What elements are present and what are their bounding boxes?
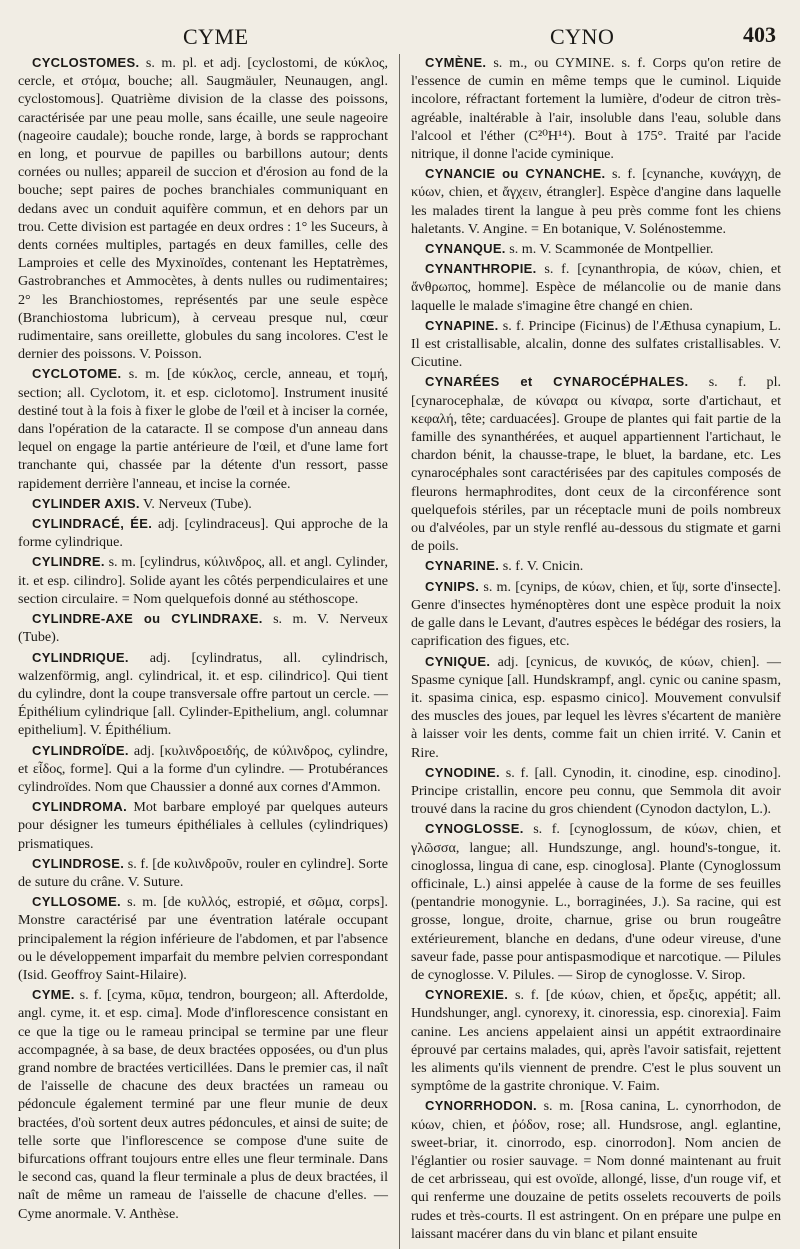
entry-headword: CYNIQUE. xyxy=(425,653,491,669)
entry-definition: s. f. [cynoglossum, de κύων, chien, et γλῶσσα, langue; all. Hundszunge, angl. hound's-tongue, it. cinoglossa, lingua di cane, esp. cinoglosa]. Plante (Cynoglossum officinale, L.) ainsi appelée à cause de la forme de ses feuilles (pentandrie monogynie. L., borraginées, J.). Sa racine, qui est grosse, longue, droite, charnue, grise ou brun rougeâtre extérieurement, blanche en dedans, d'une odeur vireuse, d'une saveur fade, passe pour antispasmodique et narcotique. — Pilules de cynoglosse. V. Pilules. — Sirop de cynoglosse. V. Sirop. xyxy=(411,821,781,983)
entry-headword: CYNODINE. xyxy=(425,764,500,780)
entry-headword: CYLINDRE. xyxy=(32,554,105,570)
entry-definition: s. m. pl. et adj. [cyclostomi, de κύκλος, cercle, et στόμα, bouche; all. Saugmäuler, Neunaugen, angl. cyclostomous]. Quatrième division de la classe des poissons, caractérisée par une peau molle, sans écaille, une seule nageoire (nageoire caudale); bouche ronde, large, à bords se rapprochant en long, et pourvue de papilles ou barbillons autour; dents cornées ou nulles; appareil de succion et d'érosion au fond de la bouche; sept paires de poches branchiales communiquant en dedans avec un conduit aquifère commun, et en dehors par un trou. Cette division est partagée en deux ordres : 1° les Suceurs, à dents cornées multiples, partagés en deux familles, celle des Lamproies et celle des Myxinoïdes, contenant les Heptatrèmes, Gastrobranches et Ammocètes, à dents nulles ou rudimentaires; 2° les Branchiostomes, représentés par une seule espèce (Branchiostoma lubricum), à cerveau presque nul, cœur rudimentaire, sans oreillette, globules du sang incolores. C'est le dernier des poissons. V. Poisson. xyxy=(18,55,388,363)
entry-headword: CYME. xyxy=(32,987,75,1003)
dictionary-entry xyxy=(411,764,781,819)
entry-headword: CYNANQUE. xyxy=(425,241,506,257)
column-divider xyxy=(399,54,400,1249)
left-column xyxy=(18,54,388,1245)
header-left-word: CYME xyxy=(183,24,249,49)
dictionary-entry xyxy=(18,798,388,853)
entry-definition: s. f. pl. [cynarocephalæ, de κύναρα ou κίναρα, sorte d'artichaut, et κεφαλή, tête; carduacées]. Groupe de plantes qui fait partie de la famille des synanthérées, et auquel appartiennent l'artichaut, le chardon bénit, la chausse-trape, le bluet, la bardane, etc. Les cynarocéphales sont caractérisées par des capitules composés de fleurons hermaphrodites, dont ceux de la circonférence sont quelquefois stériles, par un réceptacle muni de poils nombreux ou d'alvéoles, par un style renflé au-dessous du stigmate et garni de poils. xyxy=(411,374,782,555)
two-column-body xyxy=(18,54,784,1245)
dictionary-entry xyxy=(411,54,781,163)
entry-definition: s. m. [de κυλλός, estropié, et σῶμα, corps]. Monstre caractérisé par une éventration latérale occupant principalement la région inférieure de l'abdomen, et par l'absence ou le développement imparfait du membre pelvien correspondant (Isid. Geoffroy Saint-Hilaire). xyxy=(18,894,388,983)
dictionary-entry xyxy=(411,820,781,984)
entry-definition: adj. [cylindraceus]. Qui approche de la forme cylindrique. xyxy=(18,516,388,551)
entry-headword: CYNAPINE. xyxy=(425,317,499,333)
entry-headword: CYLINDRIQUE. xyxy=(32,649,129,665)
entry-definition: s. m., ou CYMINE. s. f. Corps qu'on retire de l'essence de cumin en même temps que le cuminol. Liquide incolore, réfractant fortement la lumière, d'odeur de citron très-agréable, inaltérable à l'air, insoluble dans l'eau, soluble dans l'alcool et l'éther (C²⁰H¹⁴). Bout à 175°. Traité par l'acide nitrique, il donne l'acide cyminique. xyxy=(411,55,781,163)
entry-definition: s. f. [all. Cynodin, it. cinodine, esp. cinodino]. Principe cristallin, encore peu connu, que Semmola dit avoir trouvé dans la racine du gros chiendent (Cynodon dactylon, L.). xyxy=(411,764,781,818)
dictionary-entry xyxy=(411,1097,781,1243)
entry-definition: s. f. [cyma, κῦμα, tendron, bourgeon; all. Afterdolde, angl. cyme, it. et esp. cima]. Mode d'inflorescence consistant en ce que la tige ou le rameau principal se termine par une fleur accompagnée, à sa base, de deux bractées opposées, ou d'un plus grand nombre de bractées verticillées. Dans le premier cas, il naît de l'aisselle de chacune des deux bractées un rameau ou pédoncule également terminé par une fleur munie de deux bractées, d'où sortent deux autres pédoncules, et ainsi de suite; de telle sorte que l'inflorescence se compose d'une suite de bifurcations offrant toujours entre elles une fleur terminale. Dans le second cas, quand la fleur terminale a plus de deux bractées, il naît de même un rameau de l'aisselle de chacune d'elles. — Cyme anormale. V. Anthèse. xyxy=(18,987,388,1222)
entry-definition: s. m. [de κύκλος, cercle, anneau, et τομή, section; all. Cyclotom, it. et esp. ciclotomo]. Instrument inusité destiné tout à la fois à fixer le globe de l'œil et à inciser la cornée, dans l'opération de la cataracte. Il se compose d'un anneau dans lequel on engage la partie antérieure de l'œil, et d'une lame fort tranchante qui, chassée par la détente d'un ressort, passe rapidement derrière l'anneau, et incise la cornée. xyxy=(18,366,388,492)
entry-headword: CYNARINE. xyxy=(425,558,500,574)
entry-headword: CYMÈNE. xyxy=(425,55,487,70)
entry-definition: adj. [cylindratus, all. cylindrisch, walzenförmig, angl. cylindrical, it. et esp. cilindrico]. Qui tient du cylindre, dont la coupe transversale offre partout un cercle. — Épithélium cylindrique [all. Cylinder-Epithelium, angl. columnar epithelium]. V. Épithélium. xyxy=(18,649,388,739)
entry-headword: CYLINDER AXIS. xyxy=(32,495,140,511)
entry-headword: CYLINDROMA. xyxy=(32,799,128,815)
right-column xyxy=(411,54,781,1245)
entry-headword: CYLINDROÏDE. xyxy=(32,742,129,758)
page-number: 403 xyxy=(743,22,776,47)
entry-definition: Mot barbare employé par quelques auteurs pour désigner les tumeurs épithéliales à cellules (cylindriques) prismatiques. xyxy=(18,799,388,852)
entry-definition: adj. [cynicus, de κυνικός, de κύων, chien]. — Spasme cynique [all. Hundskrampf, angl. cynic ou canine spasm, it. spasima cinica, esp. espasmo cinico]. Mouvement convulsif des muscles des joues, par lequel les lèvres s'écartent de manière à laisser voir les dents, comme fait un chien irrité. V. Canin et Rire. xyxy=(411,653,781,761)
dictionary-entry xyxy=(18,742,388,797)
dictionary-entry xyxy=(18,495,388,513)
dictionary-entry xyxy=(18,649,388,740)
dictionary-entry xyxy=(411,373,781,555)
entry-headword: CYNANCIE ou CYNANCHE. xyxy=(425,166,606,182)
dictionary-entry xyxy=(18,365,388,492)
entry-definition: adj. [κυλινδροειδής, de κύλινδρος, cylindre, et εἶδος, forme]. Qui a la forme d'un cylindre. — Protubérances cylindroïdes. Nom que Chaussier a donné aux cornes d'Ammon. xyxy=(18,742,388,795)
header-right-word: CYNO xyxy=(550,24,615,49)
entry-definition: s. m. [cylindrus, κύλινδρος, all. et angl. Cylinder, it. et esp. cilindro]. Solide ayant les côtés perpendiculaires et une section circulaire. = Nom quelquefois donné au stéthoscope. xyxy=(18,554,388,607)
entry-definition: s. m. V. Nerveux (Tube). xyxy=(18,611,388,646)
dictionary-entry xyxy=(18,515,388,551)
dictionary-entry xyxy=(18,893,388,984)
entry-headword: CYNANTHROPIE. xyxy=(425,261,537,277)
dictionary-entry xyxy=(411,578,781,651)
entry-definition: s. f. Principe (Ficinus) de l'Æthusa cynapium, L. Il est cristallisable, alcalin, donne des sulfates cristallisables. V. Cicutine. xyxy=(411,317,781,371)
dictionary-entry xyxy=(18,553,388,608)
entry-definition: s. m. [cynips, de κύων, chien, et ἴψ, sorte d'insecte]. Genre d'insectes hyménoptères dont une espèce produit la noix de galle dans le Levant, d'autres espèces le bédégar des rosiers, la caprification des figues, etc. xyxy=(411,578,781,650)
dictionary-entry xyxy=(18,986,388,1223)
dictionary-entry xyxy=(411,260,781,315)
entry-definition: s. f. V. Cnicin. xyxy=(499,558,584,575)
entry-headword: CYLINDRACÉ, ÉE. xyxy=(32,516,153,532)
dictionary-entry xyxy=(411,240,781,258)
dictionary-entry xyxy=(18,855,388,891)
entry-headword: CYLINDRE-AXE ou CYLINDRAXE. xyxy=(32,611,263,627)
entry-definition: s. m. [Rosa canina, L. cynorrhodon, de κύων, chien, et ῥόδον, rose; all. Hundsrose, angl. eglantine, sweet-briar, it. cinorrodo, esp. cinorrodon]. Nom ancien de l'églantier ou rosier sauvage. = Nom donné maintenant au fruit de cet arbrisseau, qui est ovoïde, allongé, lisse, d'un rouge vif, et qui renferme une douzaine de petits osselets recouverts de poils rudes et très-courts. Il est astringent. On en prépare une pulpe en laissant macérer dans du vin blanc et pilant ensuite xyxy=(411,1098,781,1242)
dictionary-entry xyxy=(411,986,781,1095)
entry-headword: CYNORRHODON. xyxy=(425,1098,537,1114)
entry-definition: s. m. V. Scammonée de Montpellier. xyxy=(505,241,714,258)
entry-headword: CYCLOSTOMES. xyxy=(32,55,140,70)
entry-headword: CYLLOSOME. xyxy=(32,894,121,910)
entry-headword: CYNIPS. xyxy=(425,578,480,594)
dictionary-entry xyxy=(411,165,781,238)
entry-definition: s. f. [de κυλινδροῦν, rouler en cylindre]. Sorte de suture du crâne. V. Suture. xyxy=(18,855,388,890)
dictionary-entry xyxy=(411,557,781,575)
entry-headword: CYCLOTOME. xyxy=(32,366,122,382)
running-header xyxy=(18,18,784,54)
entry-definition: s. f. [cynanthropia, de κύων, chien, et ἄνθρωπος, homme]. Espèce de mélancolie ou de manie dans laquelle le malade s'imagine être changé en chien. xyxy=(411,261,781,314)
entry-definition: V. Nerveux (Tube). xyxy=(139,495,252,512)
dictionary-entry xyxy=(411,317,781,372)
entry-headword: CYNARÉES et CYNAROCÉPHALES. xyxy=(425,374,689,390)
dictionary-entry xyxy=(18,54,388,363)
dictionary-entry xyxy=(411,653,781,762)
entry-headword: CYNOREXIE. xyxy=(425,987,509,1003)
dictionary-entry xyxy=(18,610,388,646)
entry-headword: CYNOGLOSSE. xyxy=(425,821,524,837)
entry-headword: CYLINDROSE. xyxy=(32,855,125,871)
entry-definition: s. f. [de κύων, chien, et ὄρεξις, appétit; all. Hundshunger, angl. cynorexy, it. cinoressia, esp. cinorexia]. Faim canine. Les anciens appelaient ainsi un appétit extraordinaire éprouvé par certains malades, qui, après l'avoir satisfait, rejettent les aliments qu'ils viennent de prendre. C'est le plus souvent un symptôme de la gastrite chronique. V. Faim. xyxy=(411,987,781,1095)
entry-definition: s. f. [cynanche, κυνάγχη, de κύων, chien, et ἄγχειν, étrangler]. Espèce d'angine dans laquelle les malades tirent la langue à peu près comme font les chiens haletants. V. Angine. = En botanique, V. Solénostemme. xyxy=(411,166,781,237)
